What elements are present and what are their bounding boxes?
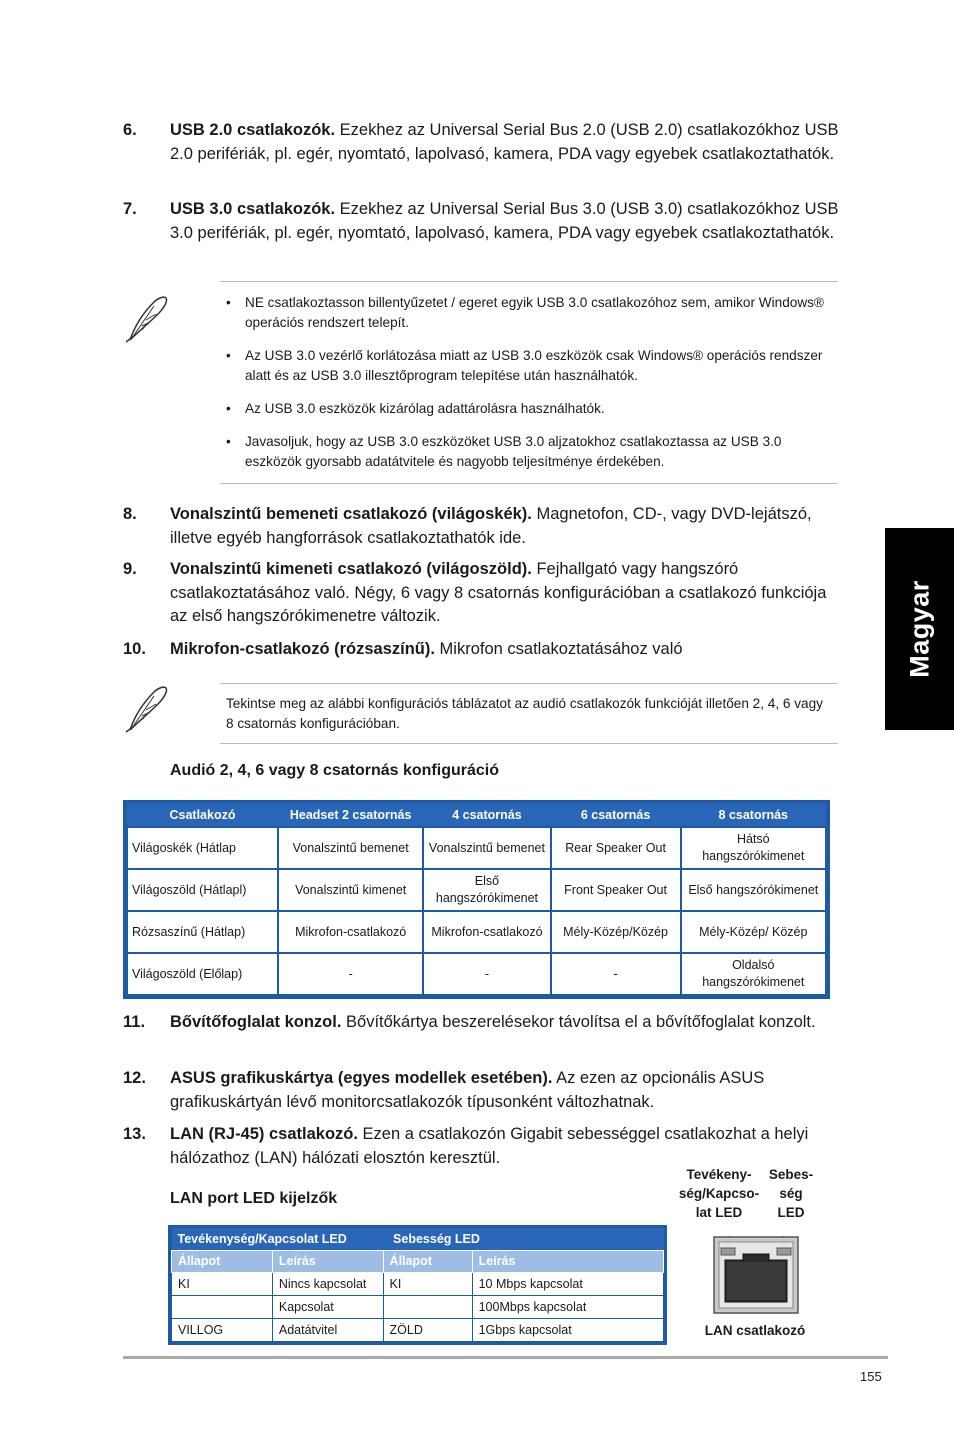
item-number: 9. [123,560,137,578]
note-bullet: • Az USB 3.0 vezérlő korlátozása miatt az USB 3.0 eszközök csak Windows® operációs rendszer alatt és az USB 3.0 illesztőprogram telepítése után használhatók. [226,348,823,383]
table-row: Kapcsolat 100Mbps kapcsolat [172,1295,664,1318]
item-text: Mikrofon csatlakoztatásához való [434,640,683,658]
item-number: 8. [123,505,137,523]
item-title: Vonalszintű kimeneti csatlakozó (világoszöld). [170,560,532,578]
list-item-bracket [123,1011,843,1035]
table-row: Világoszöld (Előlap) - - - Oldalsó hangszórókimenet [127,953,826,995]
item-text: Magnetofon, CD-, vagy DVD-lejátszó, illetve egyéb hangforrások csatlakoztathatók ide. [170,505,812,547]
note-bullet: • NE csatlakoztasson billentyűzetet / egeret egyik USB 3.0 csatlakozóhoz sem, amikor Windows® operációs rendszert telepít. [226,295,824,330]
item-number: 13. [123,1125,146,1143]
speed-led-label: Sebes-ség LED [768,1167,814,1220]
item-text: Ezen a csatlakozón Gigabit sebességgel csatlakozhat a helyi hálózathoz (LAN) hálózati elosztón keresztül. [170,1125,809,1167]
item-title: USB 2.0 csatlakozók. [170,121,336,139]
footer-divider [123,1356,888,1359]
table-group-header-row: Tevékenység/Kapcsolat LED Sebesség LED [172,1228,664,1250]
lan-led-table [168,1225,667,1345]
lan-connector-label: LAN csatlakozó [704,1323,806,1338]
item-text: Bővítőkártya beszerelésekor távolítsa el a bővítőfoglalat konzolt. [341,1013,816,1031]
audio-config-heading: Audió 2, 4, 6 vagy 8 csatornás konfiguráció [170,762,499,779]
language-tab [885,528,954,730]
list-item-usb20 [123,119,843,166]
item-title: USB 3.0 csatlakozók. [170,200,336,218]
item-number: 11. [123,1013,146,1031]
lan-connector-icon [713,1236,799,1314]
item-text: Az ezen az opcionális ASUS grafikuskártyán lévő monitorcsatlakozók típusonként változhatnak. [170,1069,765,1111]
table-row: Rózsaszínű (Hátlap) Mikrofon-csatlakozó Mikrofon-csatlakozó Mély-Közép/Közép Mély-Közép/ Közép [127,911,826,953]
note-audio-config: Tekintse meg az alábbi konfigurációs táblázatot az audió csatlakozók funkcióját illetően 2, 4, 6 vagy 8 csatornás konfigurációban. [220,683,838,744]
table-header-row: Csatlakozó Headset 2 csatornás 4 csatornás 6 csatornás 8 csatornás [127,803,826,827]
note-pen-icon [124,294,170,344]
item-title: Bővítőfoglalat konzol. [170,1013,342,1031]
item-number: 10. [123,640,146,658]
audio-config-table [123,800,830,999]
list-item-line-out [123,558,843,629]
item-title: ASUS grafikuskártya (egyes modellek esetében). [170,1069,553,1087]
table-row: VILLOG Adatátvitel ZÖLD 1Gbps kapcsolat [172,1318,664,1341]
item-text: Ezekhez az Universal Serial Bus 3.0 (USB 3.0) csatlakozókhoz USB 3.0 perifériák, pl. egér, nyomtató, lapolvasó, kamera, PDA vagy egyebek csatlakoztathatók. [170,200,839,242]
page-number: 155 [860,1369,882,1384]
item-text: Ezekhez az Universal Serial Bus 2.0 (USB 2.0) csatlakozókhoz USB 2.0 perifériák, pl. egér, nyomtató, lapolvasó, kamera, PDA vagy egyebek csatlakoztathatók. [170,121,839,163]
item-number: 7. [123,200,137,218]
list-item-line-in [123,503,843,550]
language-tab-label: Magyar [904,580,934,678]
table-header-row: Állapot Leírás Állapot Leírás [172,1250,664,1272]
list-item-mic [123,638,843,662]
item-number: 12. [123,1069,146,1087]
item-title: Vonalszintű bemeneti csatlakozó (világoskék). [170,505,532,523]
item-title: LAN (RJ-45) csatlakozó. [170,1125,358,1143]
list-item-usb30 [123,198,843,245]
table-row: KI Nincs kapcsolat KI 10 Mbps kapcsolat [172,1272,664,1295]
table-row: Világoszöld (Hátlapl) Vonalszintű kimenet Első hangszórókimenet Front Speaker Out Első hangszórókimenet [127,869,826,911]
item-text: Fejhallgató vagy hangszóró csatlakoztatásához való. Négy, 6 vagy 8 csatornás konfigurációban a csatlakozó funkciója az első hangszórókimenetre változik. [170,560,827,625]
note-usb30 [220,281,838,484]
activity-led-label: Tevékeny-ség/Kapcso-lat LED [678,1167,760,1220]
list-item-graphics-card [123,1067,843,1114]
note-pen-icon [124,684,170,734]
note-bullet: • Az USB 3.0 eszközök kizárólag adattárolásra használhatók. [226,401,605,416]
item-title: Mikrofon-csatlakozó (rózsaszínű). [170,640,435,658]
item-number: 6. [123,121,137,139]
table-row: Világoskék (Hátlap Vonalszintű bemenet Vonalszintű bemenet Rear Speaker Out Hátsó hangszórókimenet [127,827,826,869]
note-bullet: • Javasoljuk, hogy az USB 3.0 eszközöket USB 3.0 aljzatokhoz csatlakoztassa az USB 3.0 eszközök gyorsabb adatátvitele és nagyobb teljesítménye érdekében. [226,434,782,469]
lan-led-heading: LAN port LED kijelzők [170,1190,338,1207]
list-item-lan [123,1123,813,1170]
